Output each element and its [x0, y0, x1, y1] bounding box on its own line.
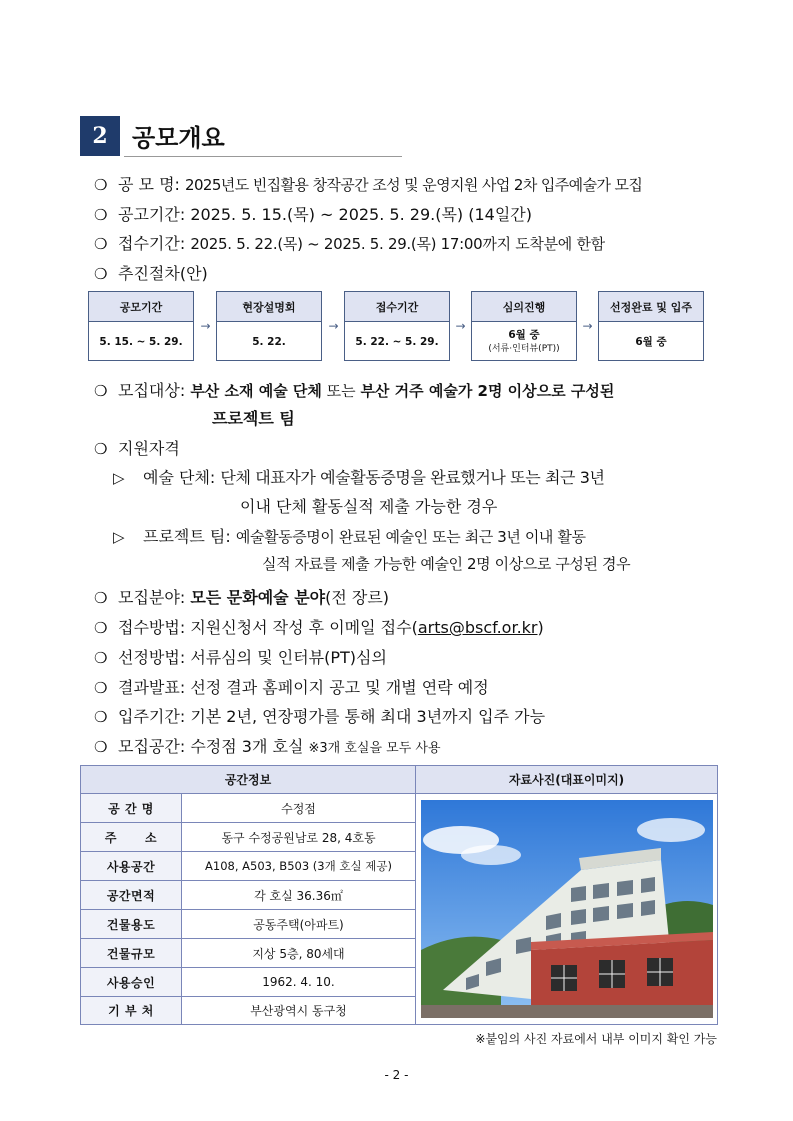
bullet-value: 2025. 5. 15.(목) ~ 2025. 5. 29.(목) (14일간)	[190, 205, 532, 224]
elig-group	[113, 465, 605, 488]
flow-step-date: 5. 15. ~ 5. 29.	[99, 336, 183, 348]
field-note: (전 장르)	[325, 588, 390, 607]
bullet-field	[94, 585, 389, 608]
triangle-right-icon: ▷	[113, 469, 125, 487]
target-artist: 부산 거주 예술가 2명 이상으로 구성된	[360, 382, 615, 400]
bullet-key: 접수기간:	[118, 234, 186, 253]
elig-group-key: 예술 단체:	[143, 468, 216, 487]
flow-step-body	[89, 322, 193, 362]
bullet-icon: ❍	[94, 440, 108, 458]
table-header-info: 공간정보	[80, 765, 416, 794]
target-team: 프로젝트 팀	[212, 409, 295, 428]
table-value: 수정점	[181, 793, 416, 823]
flow-step-title: 접수기간	[345, 292, 449, 322]
target-or: 또는	[321, 382, 361, 400]
bullet-key: 공고기간:	[118, 205, 186, 224]
table-label: 공간면적	[80, 880, 182, 910]
flow-step-date: 5. 22. ~ 5. 29.	[355, 336, 439, 348]
flow-step-date: 5. 22.	[252, 336, 286, 348]
table-label: 건물용도	[80, 909, 182, 939]
bullet-notice-period	[94, 202, 532, 225]
table-label: 공 간 명	[80, 793, 182, 823]
bullet-selection	[94, 645, 387, 668]
bullet-icon: ❍	[94, 235, 108, 253]
procedure-flow	[88, 291, 708, 363]
table-value: 동구 수정공원남로 28, 4호동	[181, 822, 416, 852]
email-link[interactable]: arts@bscf.or.kr	[417, 618, 538, 637]
flow-step	[344, 291, 450, 361]
bullet-result	[94, 675, 489, 698]
arrow-right-icon: →	[582, 319, 593, 333]
flow-step-date: 6월 중	[508, 329, 540, 341]
flow-step	[471, 291, 577, 361]
bullet-space	[94, 734, 441, 757]
bullet-key: 선정방법:	[118, 648, 186, 667]
flow-step-body	[217, 322, 321, 362]
bullet-name	[94, 172, 642, 195]
bullet-procedure	[94, 261, 208, 284]
method-value: 지원신청서 작성 후 이메일 접수(	[190, 618, 418, 637]
flow-step-body	[599, 322, 703, 362]
arrow-right-icon: →	[455, 319, 466, 333]
bullet-eligibility	[94, 436, 180, 459]
bullet-icon: ❍	[94, 176, 108, 194]
table-value: A108, A503, B503 (3개 호실 제공)	[181, 851, 416, 881]
table-label: 주 소	[80, 822, 182, 852]
table-header-photo: 자료사진(대표이미지)	[415, 765, 718, 794]
bullet-target-cont	[212, 406, 295, 429]
residency-value: 기본 2년, 연장평가를 통해 최대 3년까지 입주 가능	[190, 707, 546, 726]
table-label: 기 부 처	[80, 996, 182, 1025]
bullet-key: 결과발표:	[118, 678, 186, 697]
space-value: 수정점 3개 호실	[190, 737, 304, 756]
page-number: - 2 -	[384, 1068, 409, 1082]
table-value: 부산광역시 동구청	[181, 996, 416, 1025]
flow-step-body	[472, 322, 576, 362]
section-divider	[124, 156, 402, 157]
bullet-value: 2025. 5. 22.(목) ~ 2025. 5. 29.(목) 17:00까지 도착분에 한함	[190, 235, 605, 253]
bullet-icon: ❍	[94, 382, 108, 400]
space-note: ※3개 호실을 모두 사용	[308, 741, 441, 756]
bullet-key: 추진절차(안)	[118, 264, 208, 283]
bullet-key: 지원자격	[118, 439, 180, 458]
bullet-method	[94, 615, 544, 638]
method-close: )	[537, 618, 544, 637]
bullet-icon: ❍	[94, 619, 108, 637]
photo-caption: ※붙임의 사진 자료에서 내부 이미지 확인 가능	[475, 1032, 717, 1046]
bullet-target	[94, 378, 614, 401]
target-group: 부산 소재 예술 단체	[190, 382, 322, 400]
section-header	[80, 116, 402, 158]
bullet-value: 2025년도 빈집활용 창작공간 조성 및 운영지원 사업 2차 입주예술가 모집	[185, 176, 643, 194]
table-label: 사용공간	[80, 851, 182, 881]
building-photo	[421, 800, 713, 1018]
bullet-icon: ❍	[94, 738, 108, 756]
flow-step-date: 6월 중	[635, 336, 667, 348]
arrow-right-icon: →	[200, 319, 211, 333]
table-value: 각 호실 36.36㎡	[181, 880, 416, 910]
section-title: 공모개요	[132, 124, 225, 152]
table-value: 지상 5층, 80세대	[181, 938, 416, 968]
elig-team	[113, 524, 586, 547]
bullet-icon: ❍	[94, 265, 108, 283]
bullet-icon: ❍	[94, 589, 108, 607]
bullet-key: 접수방법:	[118, 618, 186, 637]
section-number: 2	[80, 116, 120, 156]
selection-value: 서류심의 및 인터뷰(PT)심의	[190, 648, 387, 667]
flow-step	[216, 291, 322, 361]
elig-team-key: 프로젝트 팀:	[143, 527, 231, 546]
result-value: 선정 결과 홈페이지 공고 및 개별 연락 예정	[190, 678, 489, 697]
bullet-key: 모집대상:	[118, 381, 186, 400]
triangle-right-icon: ▷	[113, 528, 125, 546]
bullet-submit-period	[94, 231, 605, 254]
bullet-icon: ❍	[94, 206, 108, 224]
field-value: 모든 문화예술 분야	[190, 588, 326, 607]
bullet-key: 모집공간:	[118, 737, 186, 756]
elig-team-cont	[262, 553, 630, 574]
flow-step-note: (서류·인터뷰(PT))	[488, 344, 560, 354]
bullet-icon: ❍	[94, 679, 108, 697]
elig-team-line2: 실적 자료를 제출 가능한 예술인 2명 이상으로 구성된 경우	[262, 555, 631, 573]
elig-group-line2: 이내 단체 활동실적 제출 가능한 경우	[240, 497, 498, 516]
elig-group-cont	[240, 494, 497, 517]
flow-step-body	[345, 322, 449, 362]
table-value: 1962. 4. 10.	[181, 967, 416, 997]
bullet-key: 입주기간:	[118, 707, 186, 726]
bullet-residency	[94, 704, 545, 727]
flow-step-title: 선정완료 및 입주	[599, 292, 703, 322]
flow-step-title: 현장설명회	[217, 292, 321, 322]
elig-group-line1: 단체 대표자가 예술활동증명을 완료했거나 또는 최근 3년	[220, 468, 605, 487]
flow-step	[88, 291, 194, 361]
table-label: 사용승인	[80, 967, 182, 997]
arrow-right-icon: →	[328, 319, 339, 333]
flow-step-title: 심의진행	[472, 292, 576, 322]
bullet-key: 모집분야:	[118, 588, 186, 607]
bullet-key: 공 모 명:	[118, 175, 180, 194]
flow-step-title: 공모기간	[89, 292, 193, 322]
bullet-icon: ❍	[94, 649, 108, 667]
bullet-icon: ❍	[94, 708, 108, 726]
flow-step	[598, 291, 704, 361]
elig-team-line1: 예술활동증명이 완료된 예술인 또는 최근 3년 이내 활동	[235, 528, 586, 546]
table-value: 공동주택(아파트)	[181, 909, 416, 939]
table-label: 건물규모	[80, 938, 182, 968]
